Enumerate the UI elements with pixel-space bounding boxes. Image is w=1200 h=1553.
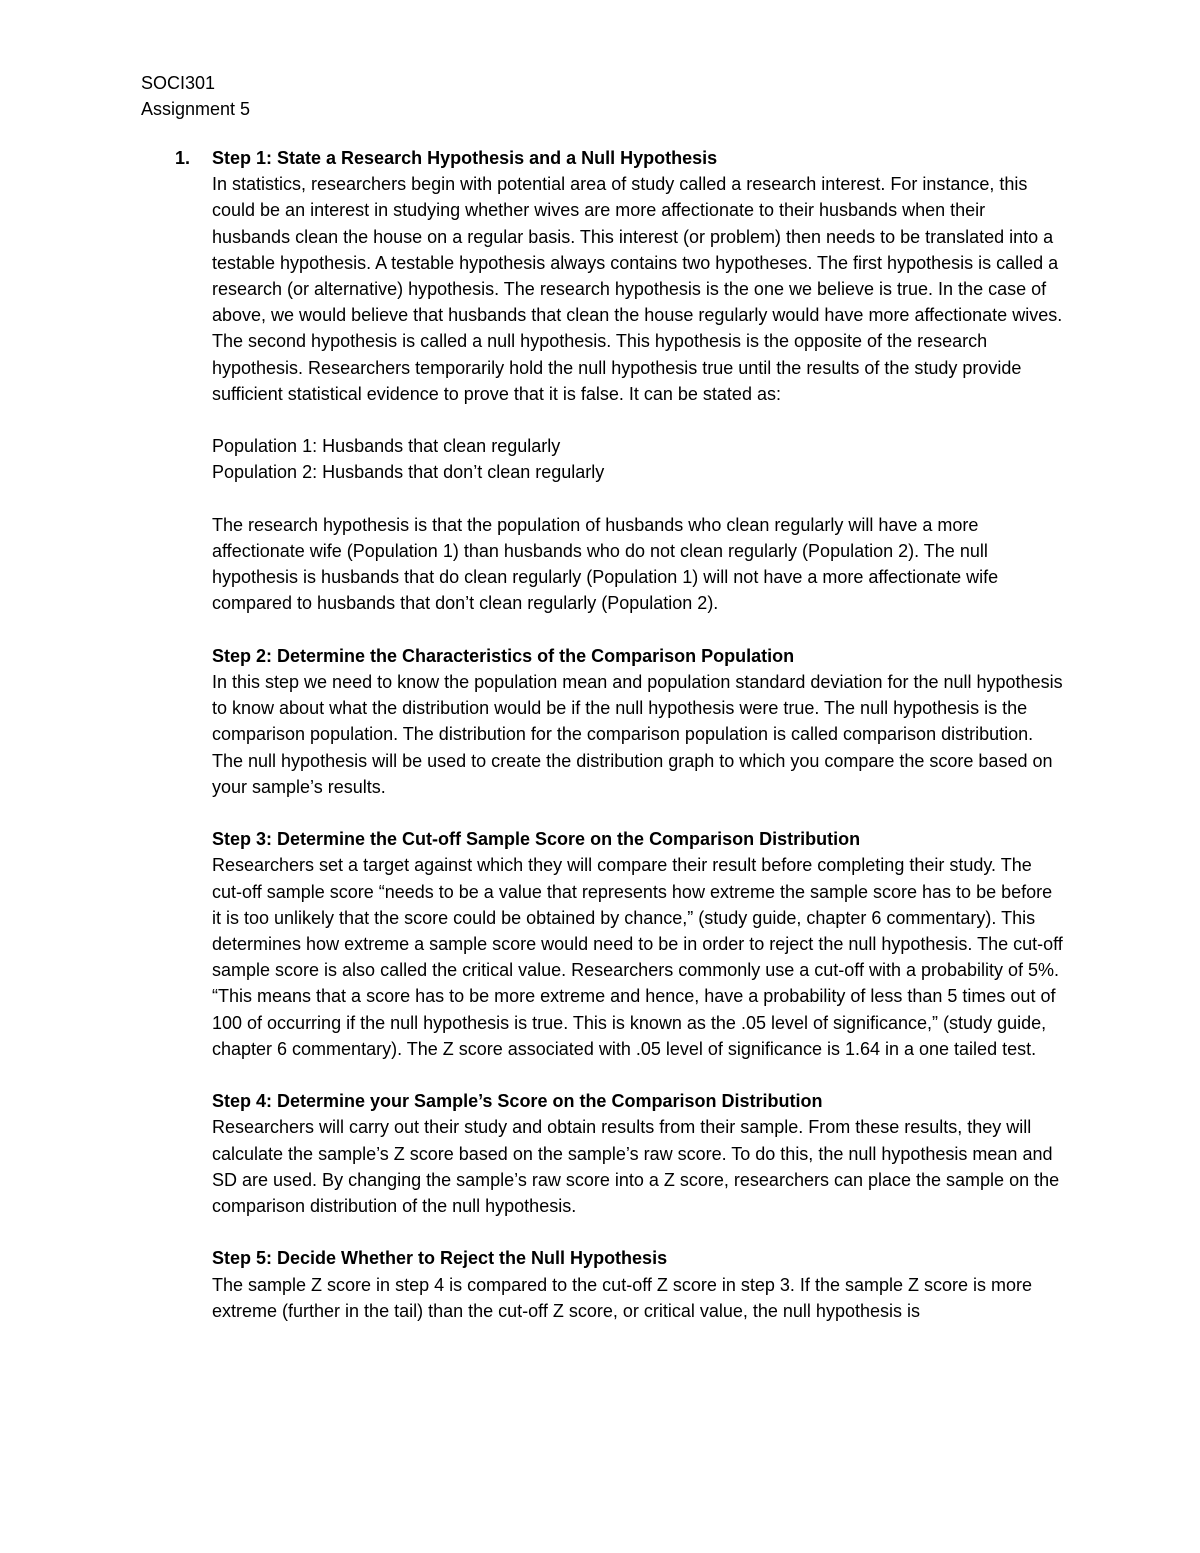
step-4-paragraph: Researchers will carry out their study and obtain results from their sample. From these results, they will calculate the sample’s Z score based on the sample’s raw score. To do this, the null hypothesis mean and SD are used. By changing the sample’s raw score into a Z score, researchers can place the sample on the comparison distribution of the null hypothesis. [212,1117,1060,1217]
step-1-conclusion-section [212,512,1064,617]
step-3-paragraph: Researchers set a target against which they will compare their result before completing their study. The cut-off sample score “needs to be a value that represents how extreme the sample score has to be before it is too unlikely that the score could be obtained by chance,” (study guide, chapter 6 commentary). This determines how extreme a sample score would need to be in order to reject the null hypothesis. The cut-off sample score is also called the critical value. Researchers commonly use a cut-off with a probability of 5%. “This means that a score has to be more extreme and hence, have a probability of less than 5 times out of 100 of occurring if the null hypothesis is true. This is known as the .05 level of significance,” (study guide, chapter 6 commentary). The Z score associated with .05 level of significance is 1.64 in a one tailed test. [212,855,1063,1059]
step-1-heading: Step 1: State a Research Hypothesis and a Null Hypothesis [212,148,718,168]
step-4-heading: Step 4: Determine your Sample’s Score on the Comparison Distribution [212,1091,823,1112]
assignment-title: Assignment 5 [141,99,251,119]
step-3-heading: Step 3: Determine the Cut-off Sample Score on the Comparison Distribution [212,829,861,850]
list-item-body [212,145,1064,1350]
population-1-line: Population 1: Husbands that clean regularly [212,436,561,457]
step-1-conclusion-paragraph: The research hypothesis is that the population of husbands who clean regularly will have a more affectionate wife (Population 1) than husbands who do not clean regularly (Population 2). The null hypothesis is husbands that do clean regularly (Population 1) will not have a more affectionate wife compared to husbands that don’t clean regularly (Population 2). [212,514,999,614]
step-5-paragraph: The sample Z score in step 4 is compared to the cut-off Z score in step 3. If the sample Z score is more extreme (further in the tail) than the cut-off Z score, or critical value, the null hypothesis is [212,1274,1033,1321]
step-3-section [212,826,1064,1062]
step-1-section [212,145,1064,407]
step-2-paragraph: In this step we need to know the population mean and population standard deviation for the null hypothesis to know about what the distribution would be if the null hypothesis were true. The null hypothesis is the comparison population. The distribution for the comparison population is called comparison distribution. The null hypothesis will be used to create the distribution graph to which you compare the score based on your sample’s results. [212,672,1063,797]
document-header [141,70,250,122]
population-2-line: Population 2: Husbands that don’t clean regularly [212,462,605,483]
step-5-section [212,1245,1064,1324]
step-4-section [212,1088,1064,1219]
step-2-section [212,643,1064,800]
course-code: SOCI301 [141,73,216,93]
step-5-heading: Step 5: Decide Whether to Reject the Null Hypothesis [212,1248,668,1269]
step-2-heading: Step 2: Determine the Characteristics of the Comparison Population [212,645,795,666]
list-item-number: 1. [175,148,191,168]
step-1-paragraph: In statistics, researchers begin with potential area of study called a research interest. For instance, this could be an interest in studying whether wives are more affectionate to their husbands when their husbands clean the house on a regular basis. This interest (or problem) then needs to be translated into a testable hypothesis. A testable hypothesis always contains two hypotheses. The first hypothesis is called a research (or alternative) hypothesis. The research hypothesis is the one we believe is true. In the case of above, we would believe that husbands that clean the house regularly would have more affectionate wives. The second hypothesis is called a null hypothesis. This hypothesis is the opposite of the research hypothesis. Researchers temporarily hold the null hypothesis true until the results of the study provide sufficient statistical evidence to prove that it is false. It can be stated as: [212,174,1063,404]
population-list [212,433,1064,485]
